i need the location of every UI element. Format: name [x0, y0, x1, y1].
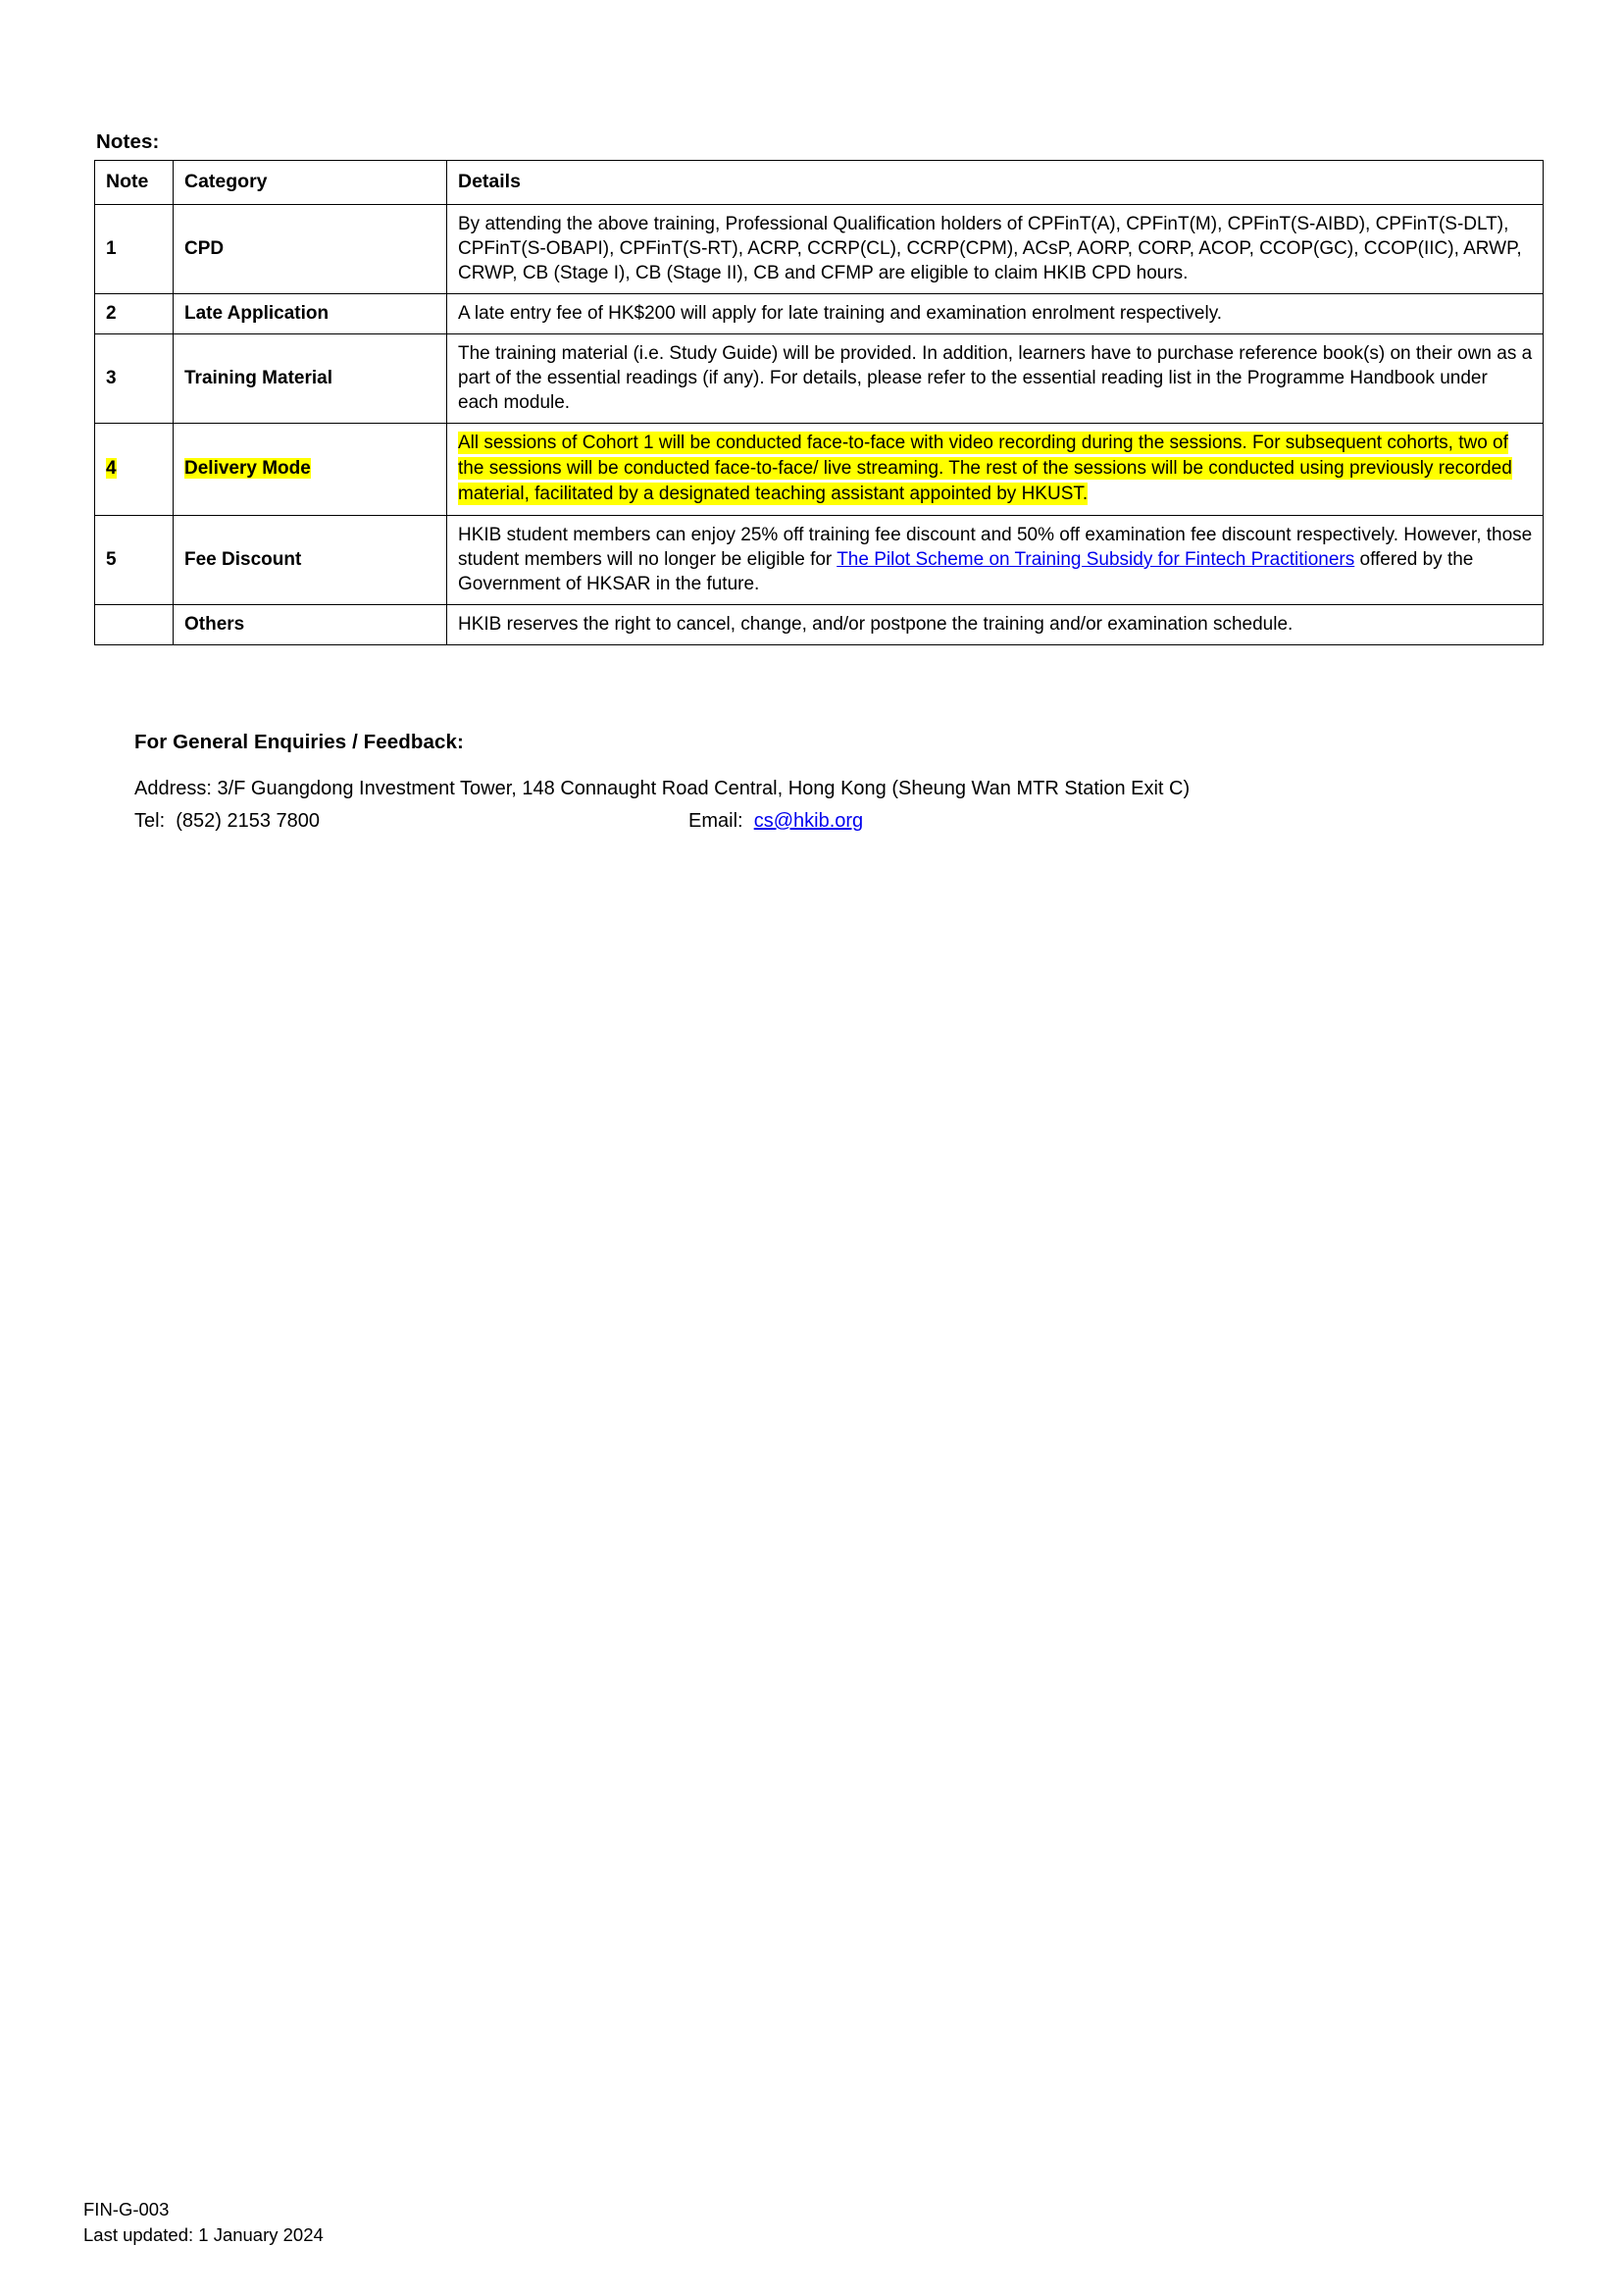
note-category: CPD — [174, 204, 447, 293]
telephone-value: (852) 2153 7800 — [176, 810, 321, 832]
note-details-text-before-link: HKIB student members can enjoy 25% off training fee discount and 50% off examination fee discount respectively. However, those student members will no longer be eligible for — [458, 524, 1533, 570]
notes-table-container — [94, 160, 1544, 645]
note-category: Training Material — [174, 334, 447, 424]
table-body — [95, 204, 1544, 644]
table-header — [95, 161, 1544, 205]
table-row — [95, 605, 1544, 645]
note-details-cell — [447, 424, 1544, 515]
note-number: 4 — [106, 458, 117, 480]
telephone-label: Tel: — [134, 810, 166, 832]
table-row — [95, 334, 1544, 424]
enquiries-heading: For General Enquiries / Feedback: — [134, 731, 464, 753]
table-row-highlighted — [95, 424, 1544, 515]
note-details-cell — [447, 515, 1544, 604]
table-row — [95, 204, 1544, 293]
column-header-category: Category — [174, 161, 447, 205]
note-details: HKIB reserves the right to cancel, change, and/or postpone the training and/or examination schedule. — [447, 605, 1544, 645]
note-category: Delivery Mode — [184, 458, 311, 480]
notes-heading: Notes: — [96, 130, 160, 153]
table-row — [95, 293, 1544, 333]
notes-table — [94, 160, 1544, 645]
note-category: Late Application — [174, 293, 447, 333]
note-details: A late entry fee of HK$200 will apply for late training and examination enrolment respectively. — [447, 293, 1544, 333]
email-link[interactable]: cs@hkib.org — [753, 810, 864, 832]
email-label: Email: — [688, 810, 743, 832]
note-category: Others — [174, 605, 447, 645]
note-number: 3 — [95, 334, 174, 424]
note-details: The training material (i.e. Study Guide) will be provided. In addition, learners have to purchase reference book(s) on their own as a part of the essential readings (if any). For details, please refer to the essential reading list in the Programme Handbook under each module. — [447, 334, 1544, 424]
note-number: 1 — [95, 204, 174, 293]
telephone-line — [134, 810, 320, 833]
note-number: 2 — [95, 293, 174, 333]
note-details: All sessions of Cohort 1 will be conducted face-to-face with video recording during the sessions. For subsequent cohorts, two of the sessions will be conducted face-to-face/ live streaming. The rest of the sessions will be conducted using previously recorded material, facilitated by a designated teaching assistant appointed by HKUST. — [458, 433, 1512, 504]
note-category: Fee Discount — [174, 515, 447, 604]
column-header-details: Details — [447, 161, 1544, 205]
page-footer — [83, 2197, 324, 2249]
pilot-scheme-link[interactable]: The Pilot Scheme on Training Subsidy for Fintech Practitioners — [837, 548, 1355, 570]
note-number: 5 — [95, 515, 174, 604]
note-number-cell — [95, 424, 174, 515]
email-line — [688, 810, 863, 833]
column-header-note: Note — [95, 161, 174, 205]
note-number — [95, 605, 174, 645]
address-line: Address: 3/F Guangdong Investment Tower, 148 Connaught Road Central, Hong Kong (Sheung Wan MTR Station Exit C) — [134, 778, 1191, 799]
document-code: FIN-G-003 — [83, 2199, 170, 2219]
note-details: By attending the above training, Professional Qualification holders of CPFinT(A), CPFinT(M), CPFinT(S-AIBD), CPFinT(S-DLT), CPFinT(S-OBAPI), CPFinT(S-RT), ACRP, CCRP(CL), CCRP(CPM), ACsP, AORP, CORP, ACOP, CCOP(GC), CCOP(IIC), ARWP, CRWP, CB (Stage I), CB (Stage II), CB and CFMP are eligible to claim HKIB CPD hours. — [447, 204, 1544, 293]
note-category-cell — [174, 424, 447, 515]
last-updated: Last updated: 1 January 2024 — [83, 2224, 324, 2246]
note-details-text-after-link: offered by the Government of HKSAR in the future. — [458, 548, 1474, 594]
table-row — [95, 515, 1544, 604]
table-header-row — [95, 161, 1544, 205]
